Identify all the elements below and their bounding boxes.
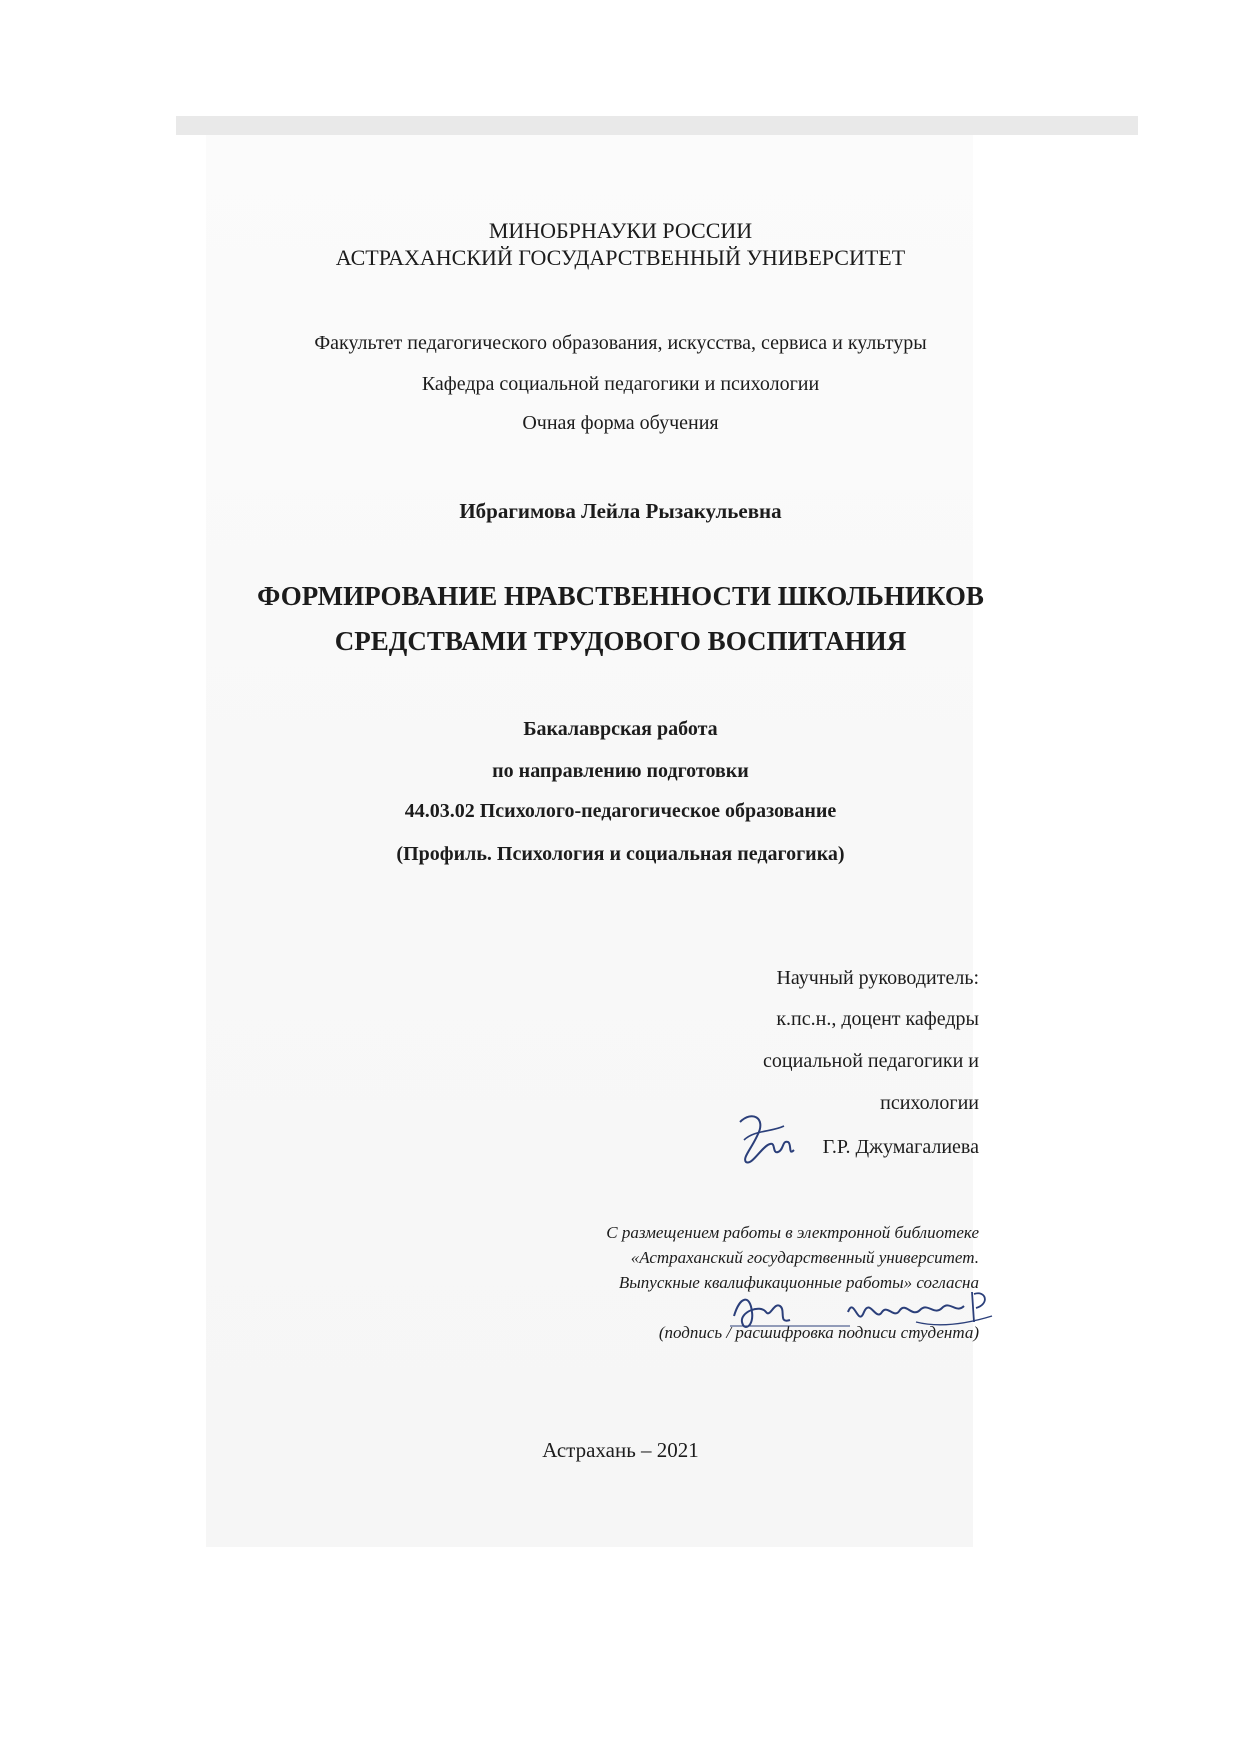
study-form: Очная форма обучения — [522, 412, 719, 434]
supervisor-position-2: социальной педагогики и — [763, 1050, 979, 1072]
ministry-name: МИНОБРНАУКИ РОССИИ — [488, 218, 753, 243]
consent-line-2: «Астраханский государственный университет. — [630, 1248, 979, 1267]
thesis-title-line-1: ФОРМИРОВАНИЕ НРАВСТВЕННОСТИ ШКОЛЬНИКОВ — [257, 581, 984, 611]
faculty-name: Факультет педагогического образования, искусства, сервиса и культуры — [314, 332, 927, 354]
study-profile: (Профиль. Психология и социальная педагогика) — [396, 843, 845, 865]
supervisor-position-3: психологии — [880, 1092, 979, 1114]
supervisor-name: Г.Р. Джумагалиева — [822, 1136, 979, 1158]
student-signature — [730, 1282, 1000, 1338]
department-name: Кафедра социальной педагогики и психологии — [421, 373, 820, 395]
university-name: АСТРАХАНСКИЙ ГОСУДАРСТВЕННЫЙ УНИВЕРСИТЕТ — [335, 245, 906, 270]
supervisor-label: Научный руководитель: — [776, 967, 979, 989]
consent-caption: (подпись / расшифровка подписи студента) — [658, 1323, 979, 1342]
supervisor-signature — [732, 1110, 802, 1170]
author-name: Ибрагимова Лейла Рызакульевна — [459, 499, 782, 523]
work-type: Бакалаврская работа — [523, 718, 718, 740]
thesis-title-line-2: СРЕДСТВАМИ ТРУДОВОГО ВОСПИТАНИЯ — [334, 626, 907, 656]
supervisor-position-1: к.пс.н., доцент кафедры — [776, 1008, 979, 1030]
direction-code: 44.03.02 Психолого-педагогическое образование — [404, 800, 837, 822]
city-year: Астрахань – 2021 — [542, 1438, 699, 1462]
consent-line-3: Выпускные квалификационные работы» согласна — [618, 1273, 979, 1292]
consent-line-1: С размещением работы в электронной библиотеке — [606, 1223, 979, 1242]
direction-label: по направлению подготовки — [492, 760, 749, 782]
top-bar — [176, 116, 1138, 135]
